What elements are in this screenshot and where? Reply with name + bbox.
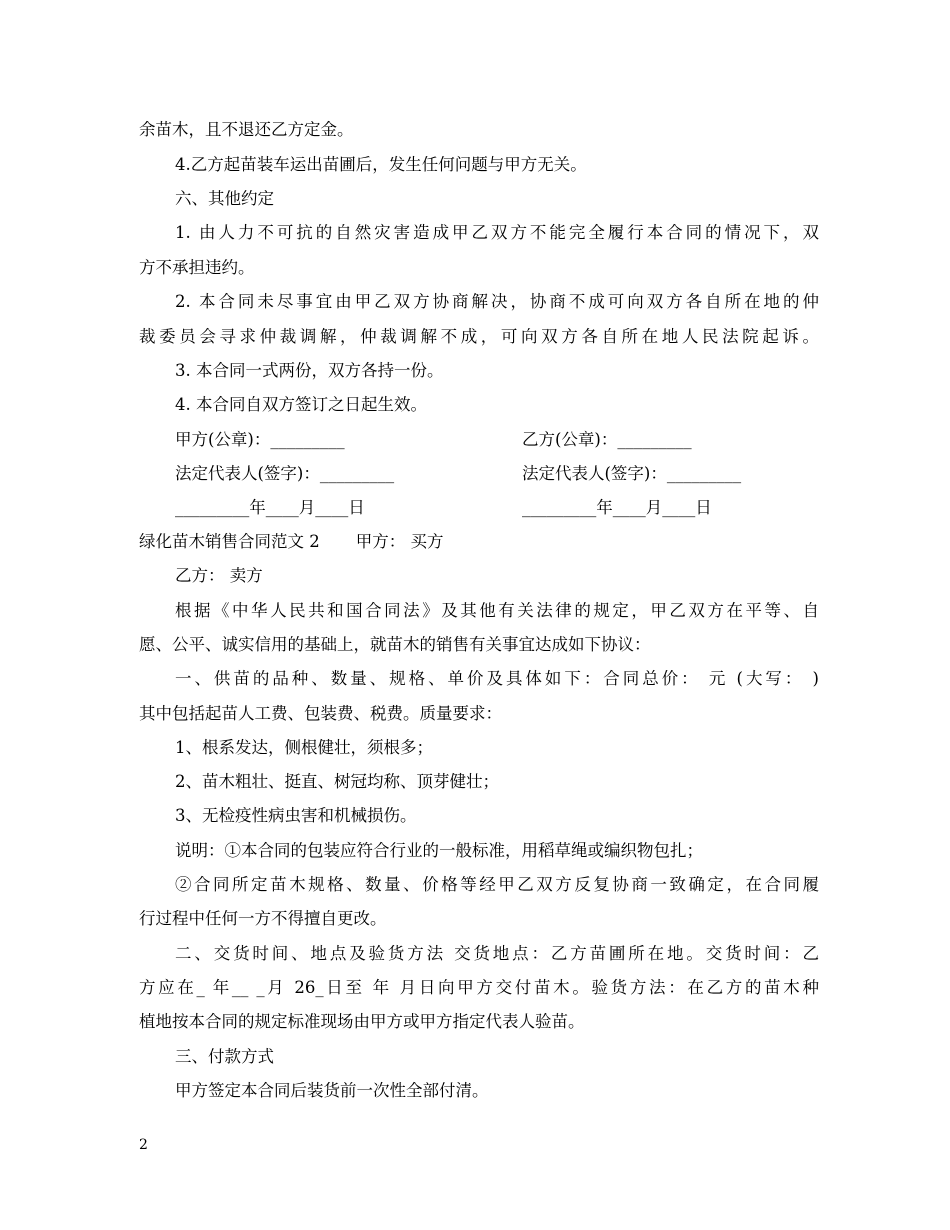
section-heading: 三、付款方式 bbox=[175, 1047, 274, 1066]
text-line: 方不承担违约。 bbox=[139, 258, 255, 277]
text-line: 一、供苗的品种、数量、规格、单价及具体如下：合同总价： 元 (大写： ) bbox=[175, 669, 819, 688]
list-item: 1、根系发达，侧根健壮，须根多； bbox=[175, 738, 433, 757]
text-line: 愿、公平、诚实信用的基础上，就苗木的销售有关事宜达成如下协议： bbox=[139, 635, 651, 654]
party-b-seal: 乙方(公章)：_________ bbox=[522, 430, 692, 449]
list-item: 2、苗木粗壮、挺直、树冠均称、顶芽健壮； bbox=[175, 772, 499, 791]
second-contract-party-b: 乙方： 卖方 bbox=[175, 566, 263, 585]
second-contract-title: 绿化苗木销售合同范文 2 bbox=[139, 532, 320, 551]
second-contract-header bbox=[139, 532, 819, 552]
text-line: 说明：①本合同的包装应符合行业的一般标准，用稻草绳或编织物包扎； bbox=[175, 841, 703, 860]
text-line: 植地按本合同的规定标准现场由甲方或甲方指定代表人验苗。 bbox=[139, 1012, 585, 1031]
second-contract-party-a: 甲方： 买方 bbox=[355, 532, 444, 551]
text-line: 根据《中华人民共和国合同法》及其他有关法律的规定，甲乙双方在平等、自 bbox=[175, 601, 819, 620]
page-number: 2 bbox=[139, 1137, 148, 1153]
text-line: 4. 本合同自双方签订之日起生效。 bbox=[175, 395, 427, 414]
party-b-date: _________年____月____日 bbox=[522, 498, 712, 517]
text-line: 方应在_ 年__ _月 26_日至 年 月日向甲方交付苗木。验货方法：在乙方的苗木种 bbox=[139, 978, 819, 997]
text-line: 裁委员会寻求仲裁调解，仲裁调解不成，可向双方各自所在地人民法院起诉。 bbox=[139, 327, 819, 346]
text-line: 3. 本合同一式两份，双方各持一份。 bbox=[175, 361, 444, 380]
list-item: 3、无检疫性病虫害和机械损伤。 bbox=[175, 806, 417, 825]
text-line: 二、交货时间、地点及验货方法 交货地点：乙方苗圃所在地。交货时间：乙 bbox=[175, 944, 819, 963]
text-line: 余苗木，且不退还乙方定金。 bbox=[139, 120, 354, 139]
text-line: 1. 由人力不可抗的自然灾害造成甲乙双方不能完全履行本合同的情况下，双 bbox=[175, 223, 819, 242]
text-line: 行过程中任何一方不得擅自更改。 bbox=[139, 909, 387, 928]
text-line: 甲方签定本合同后装货前一次性全部付清。 bbox=[175, 1081, 489, 1100]
party-a-seal: 甲方(公章)：_________ bbox=[175, 430, 345, 449]
party-b-representative: 法定代表人(签字)：_________ bbox=[522, 464, 742, 483]
text-line: 4.乙方起苗装车运出苗圃后，发生任何问题与甲方无关。 bbox=[175, 155, 587, 174]
party-a-representative: 法定代表人(签字)：_________ bbox=[175, 464, 395, 483]
text-line: ②合同所定苗木规格、数量、价格等经甲乙双方反复协商一致确定，在合同履 bbox=[175, 875, 819, 894]
text-line: 2. 本合同未尽事宜由甲乙双方协商解决，协商不成可向双方各自所在地的仲 bbox=[175, 292, 819, 311]
text-line: 其中包括起苗人工费、包装费、税费。质量要求： bbox=[139, 704, 502, 723]
party-a-date: _________年____月____日 bbox=[175, 498, 365, 517]
section-heading: 六、其他约定 bbox=[175, 189, 274, 208]
